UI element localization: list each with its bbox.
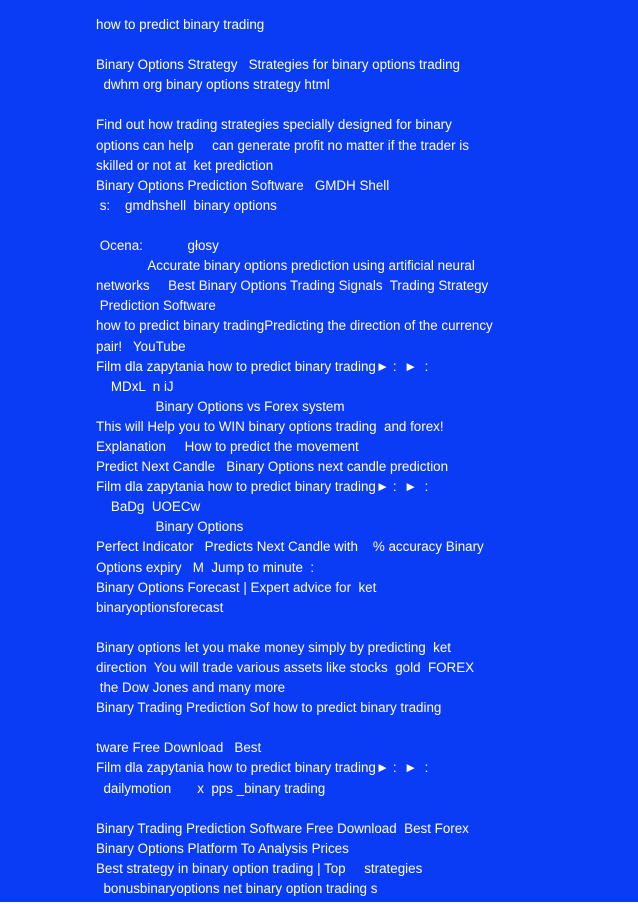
rating-line: Ocena: głosy	[96, 238, 219, 254]
text-line: Film dla zapytania how to predict binary trading► : ► :	[96, 358, 429, 374]
text-line: the Dow Jones and many more	[96, 680, 286, 696]
blank-line	[96, 216, 616, 236]
text-line: Options expiry M Jump to minute :	[96, 559, 315, 575]
text-line: Binary Options Forecast | Expert advice for ket	[96, 579, 377, 595]
text-line: dwhm org binary options strategy html	[96, 77, 330, 93]
text-line: Binary Options Strategy Strategies for binary options trading	[96, 57, 460, 73]
blank-line	[96, 799, 616, 819]
blank-line	[96, 95, 616, 115]
text-line: Predict Next Candle Binary Options next candle prediction	[96, 459, 449, 475]
text-line: networks Best Binary Options Trading Signals Trading Strategy	[96, 278, 489, 294]
document-body	[96, 15, 616, 899]
text-line: Binary Trading Prediction Sof how to predict binary trading	[96, 700, 442, 716]
text-line: how to predict binary trading	[96, 17, 265, 32]
text-line: Binary Trading Prediction Software Free Download Best Forex	[96, 820, 469, 836]
blank-line	[96, 35, 616, 55]
text-line: how to predict binary tradingPredicting the direction of the currency	[96, 318, 493, 334]
text-line: Prediction Software	[96, 298, 216, 314]
blank-line	[96, 618, 616, 638]
text-line: Binary Options	[96, 519, 244, 535]
text-line: Film dla zapytania how to predict binary trading► : ► :	[96, 479, 429, 495]
text-line: Perfect Indicator Predicts Next Candle with % accuracy Binary	[96, 539, 484, 555]
text-line: dailymotion x pps _binary trading	[96, 780, 326, 796]
text-line: Accurate binary options prediction using artificial neural	[96, 258, 475, 274]
text-line: Binary options let you make money simply by predicting ket	[96, 639, 452, 655]
text-line: binaryoptionsforecast	[96, 599, 224, 615]
text-line: s: gmdhshell binary options	[96, 197, 277, 213]
text-line: pair! YouTube	[96, 338, 186, 354]
blank-line	[96, 718, 616, 738]
text-line: Binary Options Platform To Analysis Prices	[96, 840, 349, 856]
text-line: Binary Options Prediction Software GMDH Shell	[96, 177, 390, 193]
text-line: Film dla zapytania how to predict binary trading► : ► :	[96, 760, 429, 776]
text-line: options can help can generate profit no matter if the trader is	[96, 137, 469, 153]
text-line: Explanation How to predict the movement	[96, 438, 359, 454]
text-line: This will Help you to WIN binary options trading and forex!	[96, 418, 444, 434]
text-line: BaDg UOECw	[96, 499, 201, 515]
text-line: skilled or not at ket prediction	[96, 157, 274, 173]
text-line: Best strategy in binary option trading | Top strategies	[96, 860, 423, 876]
text-line: Binary Options vs Forex system	[96, 398, 345, 414]
text-line: MDxL n iJ	[96, 378, 174, 394]
text-line: Find out how trading strategies specially designed for binary	[96, 117, 452, 133]
text-line: bonusbinaryoptions net binary option trading s	[96, 881, 378, 897]
text-line: tware Free Download Best	[96, 740, 262, 756]
text-line: direction You will trade various assets like stocks gold FOREX	[96, 660, 475, 675]
